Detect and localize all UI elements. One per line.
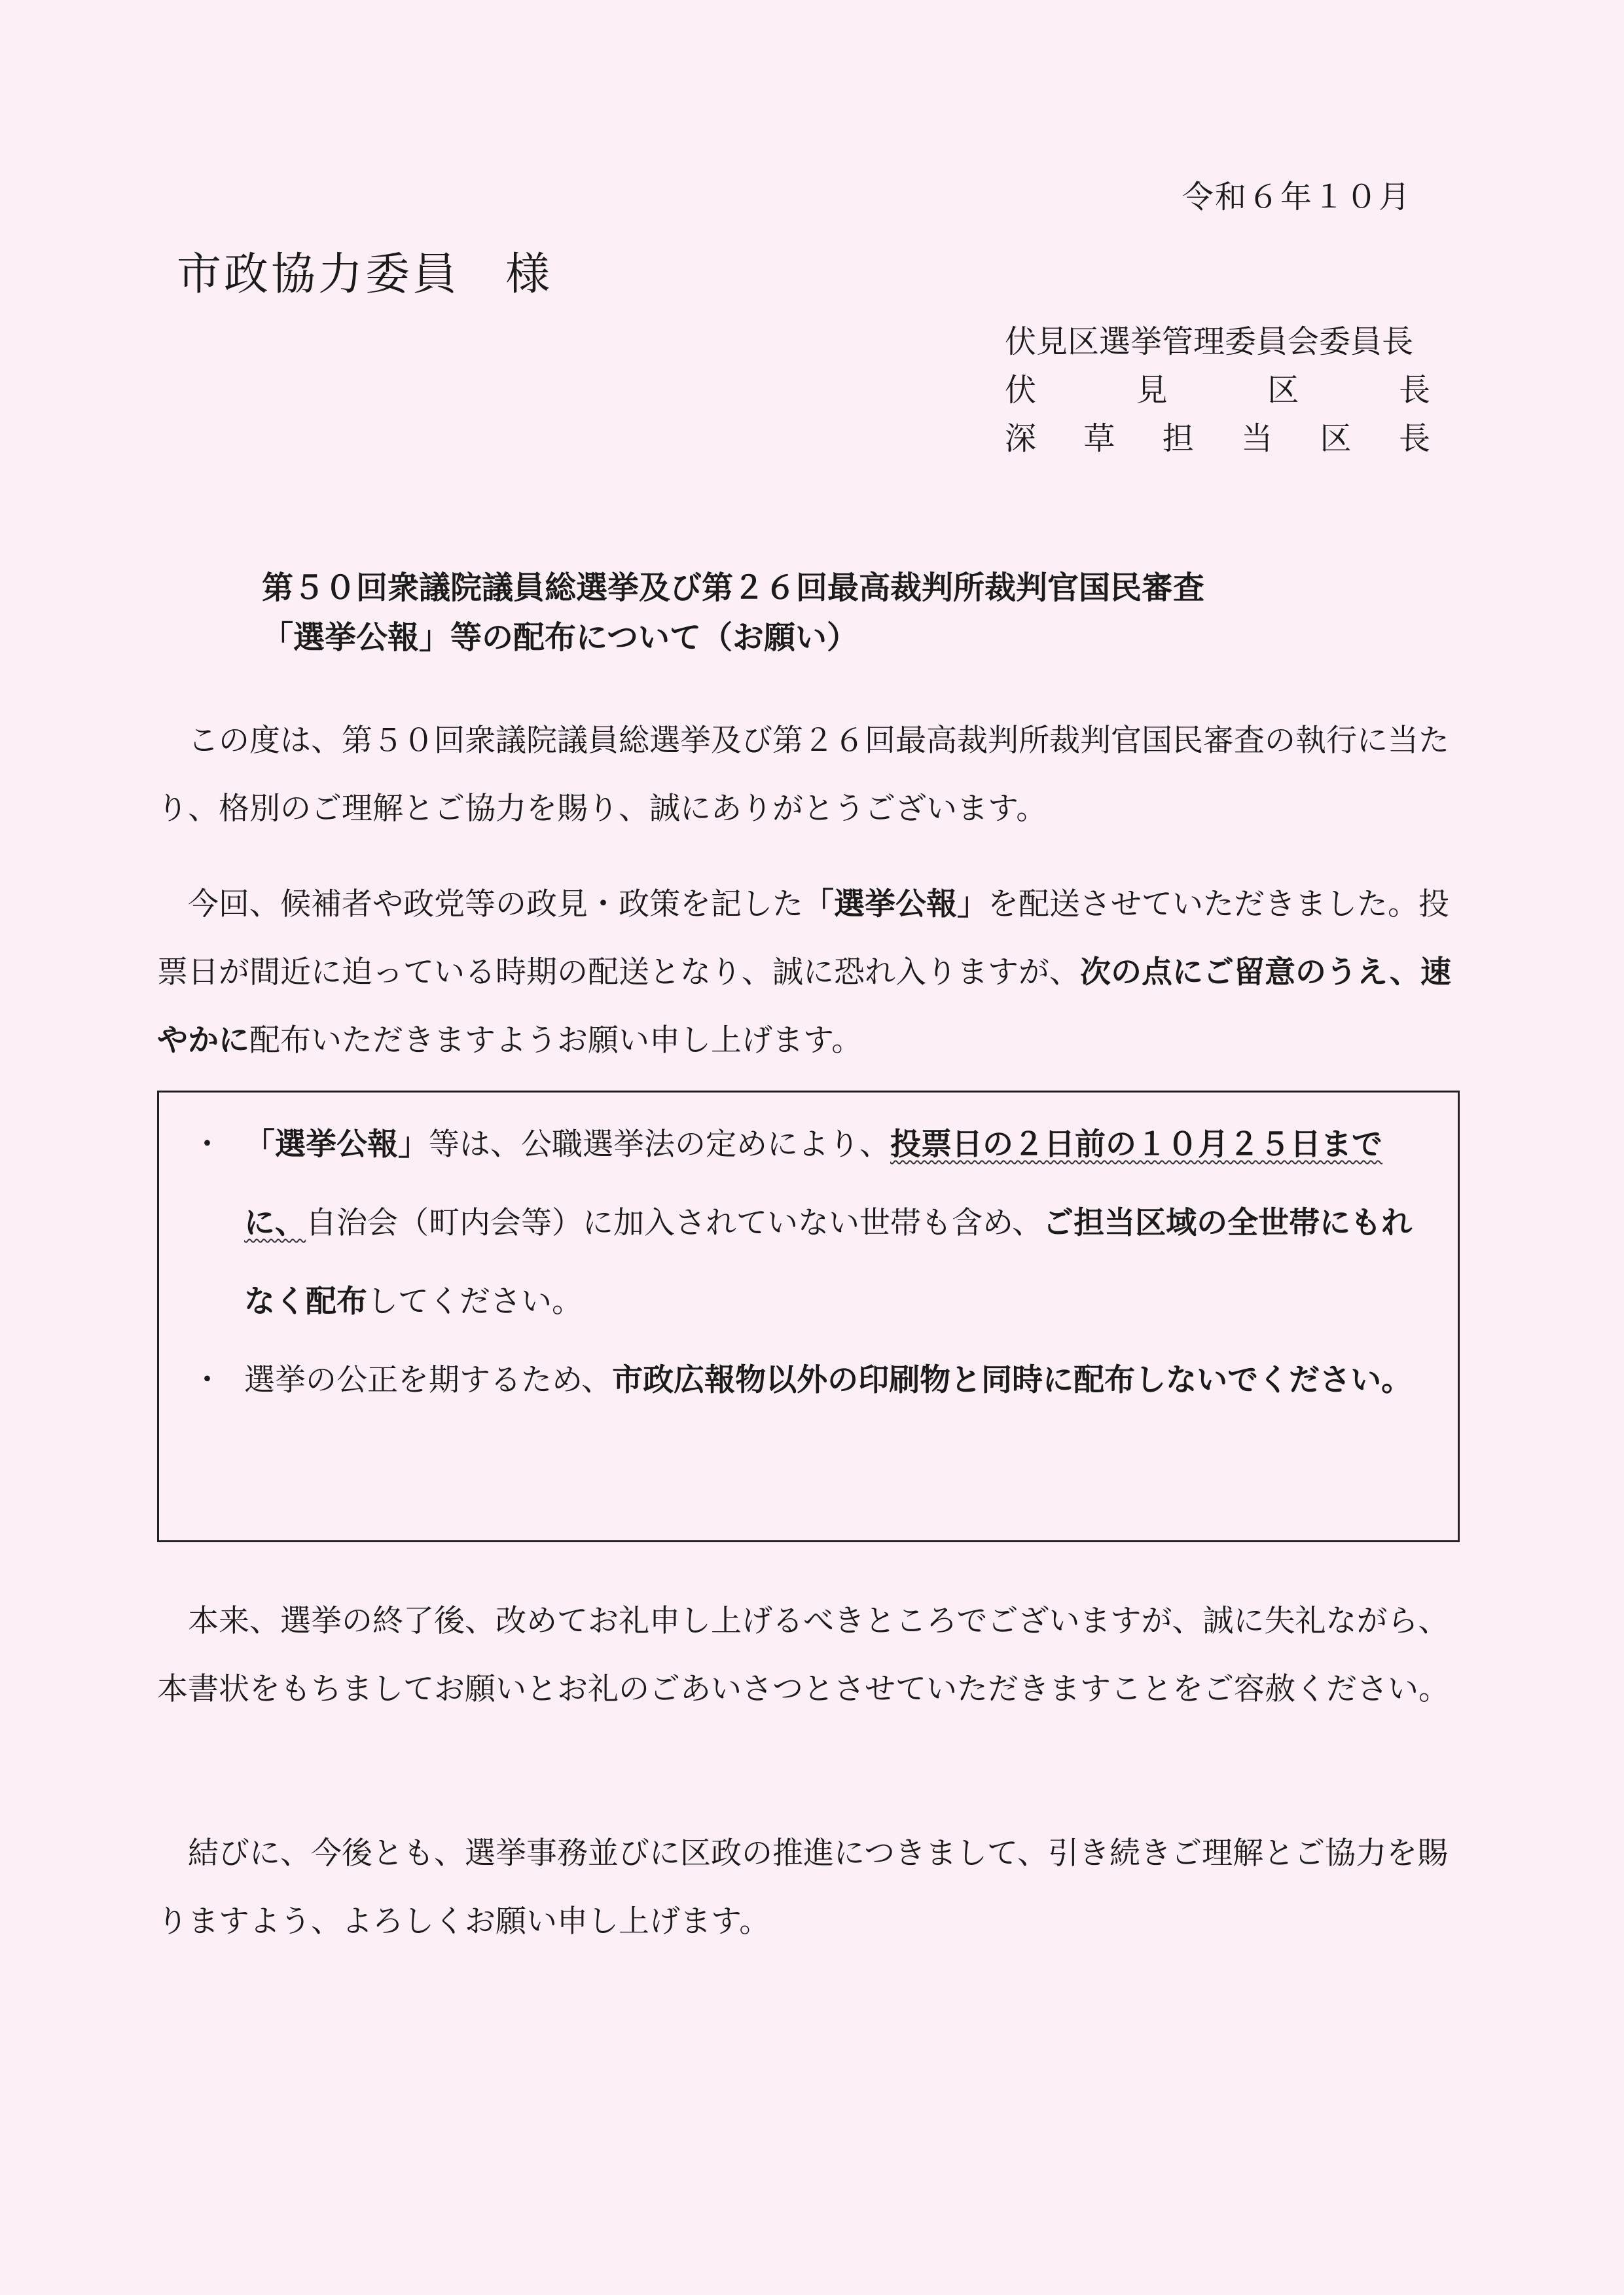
sender-char: 担 [1162, 420, 1194, 457]
sender-block [1005, 317, 1430, 463]
deadline-emphasis: 投票日の２日前の１０月２５日までに、 [244, 1127, 1382, 1241]
text: 配布いただきますようお願い申し上げます。 [249, 1022, 863, 1058]
text: 自治会（町内会等）に加入されていない世帯も含め、 [306, 1205, 1043, 1241]
text: 選挙の公正を期するため、 [244, 1362, 613, 1398]
sender-char: 当 [1241, 420, 1273, 457]
sender-branch-chief [1005, 414, 1430, 463]
notice-item-1 [192, 1106, 1422, 1341]
sender-char: 見 [1136, 372, 1168, 408]
sender-char: 草 [1083, 420, 1115, 457]
notice-item-2 [192, 1341, 1422, 1420]
text: してください。 [367, 1284, 583, 1320]
text: を配送させていただきました。投票日が間近に迫っている時期の配送となり、誠に恐れ入りますが、 [157, 886, 1449, 990]
sender-char: 深 [1005, 420, 1037, 457]
emphasis: ご担当区域の全世帯にもれなく配布 [244, 1205, 1413, 1320]
sender-char: 区 [1320, 420, 1352, 457]
bullet-mark: ・ [192, 1362, 223, 1398]
subject-line-1: 第５０回衆議院議員総選挙及び第２６回最高裁判所裁判官国民審査 [262, 569, 1205, 606]
sender-committee-chair: 伏見区選挙管理委員会委員長 [1005, 323, 1414, 360]
addressee-name: 市政協力委員 [177, 249, 460, 300]
paragraph-greeting: この度は、第５０回衆議院議員総選挙及び第２６回最高裁判所裁判官国民審査の執行に当たり、格別のご理解とご協力を賜り、誠にありがとうございます。 [157, 723, 1449, 827]
subject-line-2: 「選挙公報」等の配布について（お願い） [262, 619, 859, 656]
subject-heading [262, 563, 1204, 662]
text: 等は、公職選挙法の定めにより、 [429, 1127, 890, 1163]
sender-ward-chief [1005, 366, 1430, 414]
emphasis: 市政広報物以外の印刷物と同時に配布しないでください。 [612, 1362, 1413, 1398]
addressee [177, 239, 552, 302]
emphasis: 「選挙公報」 [803, 886, 988, 922]
notice-box [157, 1091, 1460, 1542]
bullet-mark: ・ [192, 1127, 223, 1163]
paragraph-closing: 結びに、今後とも、選挙事務並びに区政の推進につきまして、引き続きご理解とご協力を賜りますよう、よろしくお願い申し上げます。 [157, 1835, 1449, 1940]
addressee-honorific: 様 [505, 249, 553, 300]
document-date: 令和６年１０月 [1182, 179, 1411, 215]
text: 今回、候補者や政党等の政見・政策を記した [188, 886, 803, 922]
sender-char: 区 [1267, 372, 1299, 408]
emphasis: 「選挙公報」 [244, 1127, 429, 1163]
sender-char: 伏 [1005, 372, 1037, 408]
emphasis: 次の点にご留意のうえ、速やかに [157, 954, 1451, 1058]
sender-char: 長 [1398, 372, 1430, 408]
sender-char: 長 [1398, 420, 1430, 457]
paragraph-apology: 本来、選挙の終了後、改めてお礼申し上げるべきところでございますが、誠に失礼ながら、本書状をもちましてお願いとお礼のごあいさつとさせていただきますことをご容赦ください。 [157, 1603, 1449, 1707]
paragraph-request [157, 871, 1466, 1075]
